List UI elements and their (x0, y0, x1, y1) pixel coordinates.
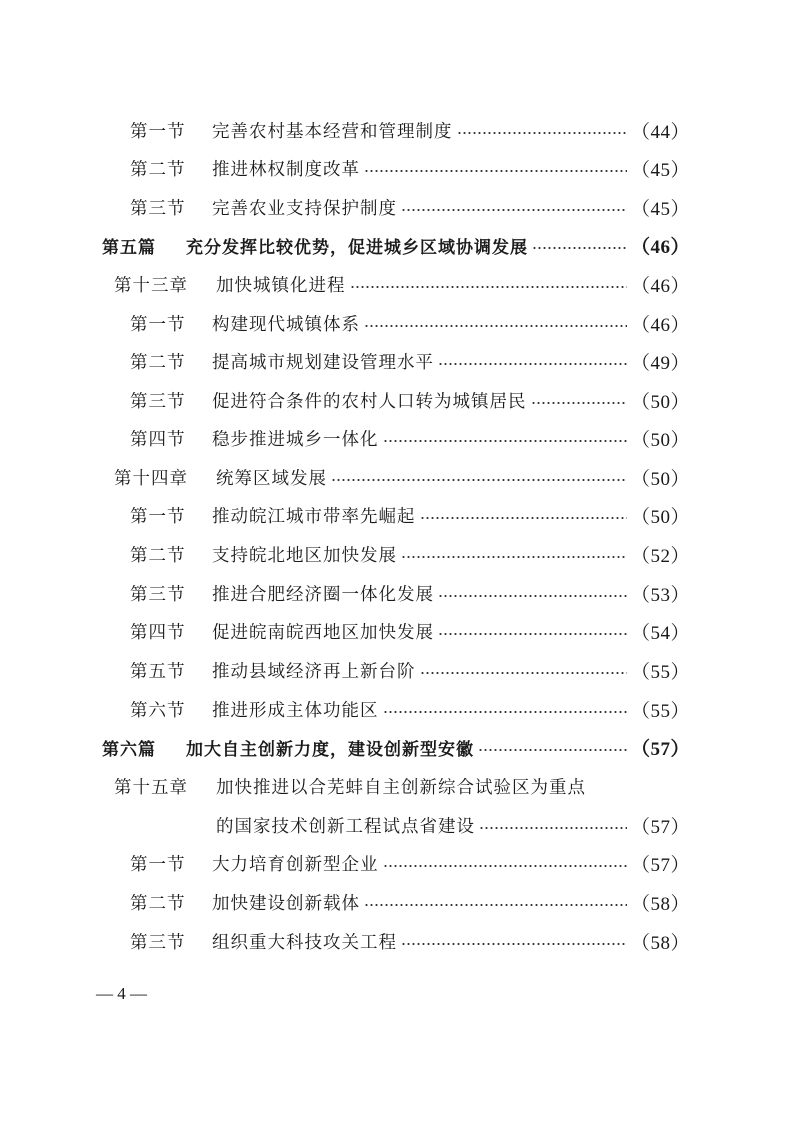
toc-entry-page: （57） (630, 854, 690, 876)
toc-entry-page: （52） (630, 545, 690, 567)
toc-entry-title: 推进形成主体功能区 (212, 700, 379, 721)
toc-entry-title: 大力培育创新型企业 (212, 854, 379, 875)
toc-entry-title: 推进合肥经济圈一体化发展 (212, 584, 434, 605)
toc-entry[interactable] (130, 694, 690, 724)
toc-chapter-title: 加快推进以合芜蚌自主创新综合试验区为重点 (216, 777, 586, 798)
toc-entry-label: 第一节 (130, 314, 186, 335)
toc-chapter-entry[interactable] (114, 269, 690, 299)
toc-entry-page: （50） (630, 391, 690, 413)
toc-chapter-title: 统筹区域发展 (216, 468, 327, 489)
leader-dots (420, 516, 627, 520)
leader-dots (383, 439, 627, 443)
page-number: — 4 — (96, 984, 147, 1003)
leader-dots (401, 942, 627, 946)
toc-entry-label: 第四节 (130, 622, 186, 643)
toc-entry[interactable] (130, 616, 690, 646)
toc-entry-page: （46） (630, 236, 690, 258)
leader-dots (478, 748, 627, 752)
toc-entry-label: 第三节 (130, 584, 186, 605)
toc-entry-page: （57） (630, 738, 690, 760)
toc-entry-title: 加快建设创新载体 (212, 893, 360, 914)
leader-dots (364, 903, 627, 907)
toc-entry-label: 第二节 (130, 893, 186, 914)
leader-dots (531, 401, 627, 405)
toc-entry-label: 第二节 (130, 159, 186, 180)
leader-dots (364, 169, 627, 173)
leader-dots (331, 478, 627, 482)
toc-entry-page: （55） (630, 661, 690, 683)
toc-entry[interactable] (130, 423, 690, 453)
toc-entry-page: （46） (630, 314, 690, 336)
toc-entry-page: （45） (630, 198, 690, 220)
toc-chapter-entry[interactable] (114, 462, 690, 492)
toc-entry-page: （45） (630, 159, 690, 181)
toc-entry-title: 推进林权制度改革 (212, 159, 360, 180)
toc-entry-title: 促进皖南皖西地区加快发展 (212, 622, 434, 643)
leader-dots (383, 864, 627, 868)
toc-entry-label: 第三节 (130, 198, 186, 219)
toc-entry-page: （46） (630, 275, 690, 297)
leader-dots (401, 208, 627, 212)
toc-entry-label: 第六节 (130, 700, 186, 721)
toc-entry-page: （54） (630, 622, 690, 644)
toc-entry-label: 第五节 (130, 661, 186, 682)
toc-entry[interactable] (130, 192, 690, 222)
toc-entry-page: （50） (630, 429, 690, 451)
toc-entry-label: 第一节 (130, 854, 186, 875)
toc-chapter-entry[interactable] (114, 771, 690, 801)
toc-entry-label: 第一节 (130, 121, 186, 142)
toc-entry[interactable] (130, 848, 690, 878)
toc-entry-label: 第一节 (130, 506, 186, 527)
leader-dots (350, 285, 627, 289)
toc-part-label: 第六篇 (102, 739, 156, 760)
toc-part-entry[interactable] (102, 230, 690, 260)
toc-part-entry[interactable] (102, 732, 690, 762)
toc-entry-title: 推动皖江城市带率先崛起 (212, 506, 416, 527)
toc-part-title: 充分发挥比较优势，促进城乡区域协调发展 (186, 237, 528, 258)
toc-chapter-label: 第十三章 (114, 275, 188, 296)
toc-entry[interactable] (130, 655, 690, 685)
toc-entry-title: 完善农村基本经营和管理制度 (212, 121, 453, 142)
leader-dots (438, 632, 627, 636)
toc-entry[interactable] (130, 346, 690, 376)
toc-entry-title: 提高城市规划建设管理水平 (212, 352, 434, 373)
toc-entry[interactable] (130, 115, 690, 145)
toc-entry[interactable] (130, 500, 690, 530)
toc-chapter-continuation[interactable] (216, 810, 690, 840)
leader-dots (438, 362, 627, 366)
toc-entry-title: 推动县域经济再上新台阶 (212, 661, 416, 682)
toc-chapter-label: 第十四章 (114, 468, 188, 489)
leader-dots (420, 671, 627, 675)
toc-entry-page: （53） (630, 584, 690, 606)
toc-entry-label: 第二节 (130, 352, 186, 373)
toc-entry-page: （49） (630, 352, 690, 374)
toc-part-label: 第五篇 (102, 237, 156, 258)
toc-entry-title: 促进符合条件的农村人口转为城镇居民 (212, 391, 527, 412)
leader-dots (438, 594, 627, 598)
toc-entry-label: 第三节 (130, 391, 186, 412)
toc-entry-page: （44） (630, 121, 690, 143)
toc-entry[interactable] (130, 887, 690, 917)
toc-entry-title: 完善农业支持保护制度 (212, 198, 397, 219)
leader-dots (364, 324, 627, 328)
toc-entry[interactable] (130, 153, 690, 183)
toc-entry-label: 第四节 (130, 429, 186, 450)
leader-dots (457, 131, 627, 135)
toc-chapter-label: 第十五章 (114, 777, 188, 798)
toc-entry-page: （57） (630, 816, 690, 838)
toc-entry-title: 支持皖北地区加快发展 (212, 545, 397, 566)
toc-entry-page: （50） (630, 506, 690, 528)
toc-entry-page: （50） (630, 468, 690, 490)
toc-chapter-title-continued: 的国家技术创新工程试点省建设 (216, 816, 475, 837)
toc-entry-title: 组织重大科技攻关工程 (212, 932, 397, 953)
leader-dots (383, 710, 627, 714)
toc-entry-page: （58） (630, 893, 690, 915)
toc-chapter-title: 加快城镇化进程 (216, 275, 346, 296)
leader-dots (401, 555, 627, 559)
leader-dots (532, 246, 627, 250)
toc-entry-page: （55） (630, 700, 690, 722)
toc-entry[interactable] (130, 385, 690, 415)
toc-entry-label: 第二节 (130, 545, 186, 566)
toc-entry-page: （58） (630, 932, 690, 954)
toc-entry[interactable] (130, 578, 690, 608)
toc-entry[interactable] (130, 539, 690, 569)
toc-part-title: 加大自主创新力度，建设创新型安徽 (186, 739, 474, 760)
toc-entry-label: 第三节 (130, 932, 186, 953)
leader-dots (479, 826, 627, 830)
toc-entry-title: 构建现代城镇体系 (212, 314, 360, 335)
toc-entry[interactable] (130, 926, 690, 956)
toc-entry-title: 稳步推进城乡一体化 (212, 429, 379, 450)
toc-entry[interactable] (130, 308, 690, 338)
